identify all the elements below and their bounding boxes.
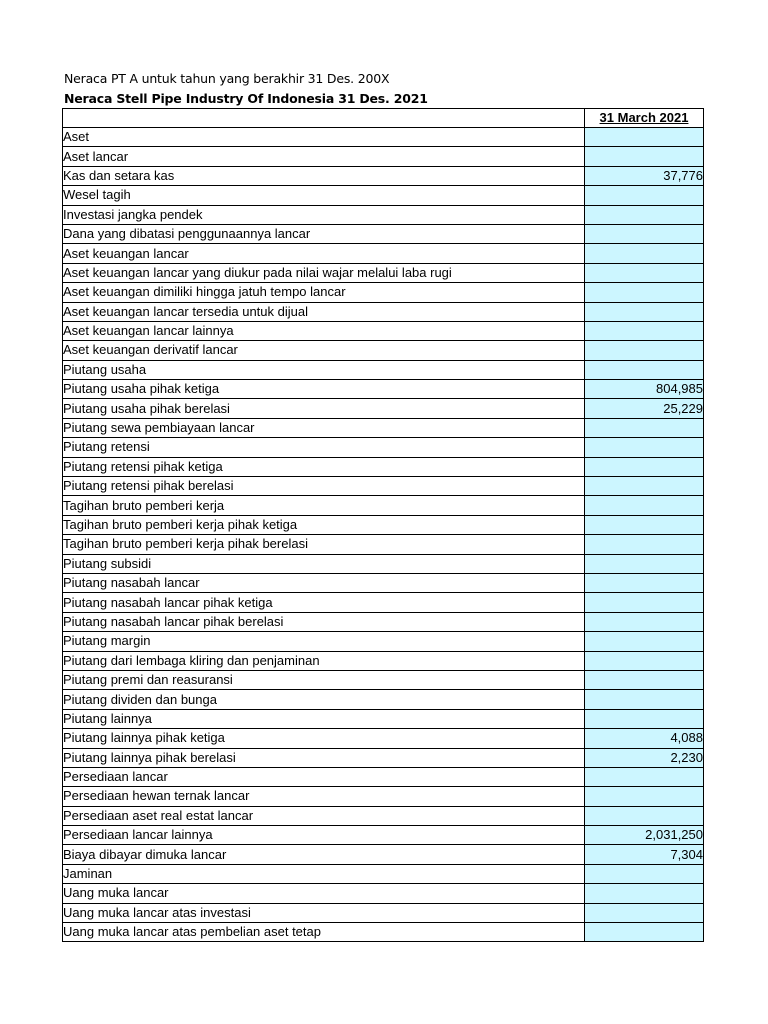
row-label-cell[interactable]: Persediaan lancar lainnya [63, 826, 585, 845]
row-value-cell[interactable] [585, 457, 704, 476]
table-row [63, 903, 704, 922]
row-label-cell[interactable]: Tagihan bruto pemberi kerja pihak ketiga [63, 515, 585, 534]
table-row [63, 166, 704, 185]
row-label-cell[interactable]: Aset keuangan derivatif lancar [63, 341, 585, 360]
row-label-cell[interactable]: Kas dan setara kas [63, 166, 585, 185]
table-row [63, 612, 704, 631]
row-label-cell[interactable]: Piutang usaha pihak ketiga [63, 380, 585, 399]
row-value-cell[interactable] [585, 418, 704, 437]
row-label-cell[interactable]: Piutang sewa pembiayaan lancar [63, 418, 585, 437]
row-value-cell[interactable] [585, 767, 704, 786]
table-row [63, 205, 704, 224]
row-label-cell[interactable]: Aset [63, 128, 585, 147]
row-value-cell[interactable] [585, 923, 704, 942]
row-value-cell[interactable]: 7,304 [585, 845, 704, 864]
table-row [63, 283, 704, 302]
row-value-cell[interactable] [585, 903, 704, 922]
row-value-cell[interactable] [585, 360, 704, 379]
row-label-cell[interactable]: Aset keuangan lancar [63, 244, 585, 263]
row-value-cell[interactable] [585, 690, 704, 709]
row-value-cell[interactable] [585, 341, 704, 360]
row-label-cell[interactable]: Uang muka lancar [63, 884, 585, 903]
table-row [63, 729, 704, 748]
table-row [63, 806, 704, 825]
row-value-cell[interactable] [585, 884, 704, 903]
row-label-cell[interactable]: Piutang usaha [63, 360, 585, 379]
table-row [63, 670, 704, 689]
row-label-cell[interactable]: Piutang nasabah lancar [63, 573, 585, 592]
row-label-cell[interactable]: Piutang lainnya pihak ketiga [63, 729, 585, 748]
table-row [63, 418, 704, 437]
table-row [63, 632, 704, 651]
row-label-cell[interactable]: Tagihan bruto pemberi kerja [63, 496, 585, 515]
table-row [63, 321, 704, 340]
table-row [63, 651, 704, 670]
row-value-cell[interactable] [585, 632, 704, 651]
row-label-cell[interactable]: Aset lancar [63, 147, 585, 166]
table-row [63, 535, 704, 554]
row-label-cell[interactable]: Aset keuangan dimiliki hingga jatuh tempo lancar [63, 283, 585, 302]
table-row [63, 477, 704, 496]
table-row [63, 787, 704, 806]
row-value-cell[interactable]: 804,985 [585, 380, 704, 399]
table-row [63, 244, 704, 263]
row-value-cell[interactable] [585, 438, 704, 457]
row-value-cell[interactable]: 4,088 [585, 729, 704, 748]
row-value-cell[interactable] [585, 864, 704, 883]
row-value-cell[interactable] [585, 147, 704, 166]
row-value-cell[interactable] [585, 515, 704, 534]
row-value-cell[interactable]: 2,230 [585, 748, 704, 767]
document-subtitle: Neraca Stell Pipe Industry Of Indonesia 31 Des. 2021 [64, 91, 428, 106]
row-label-cell[interactable]: Piutang lainnya [63, 709, 585, 728]
row-label-cell[interactable]: Piutang nasabah lancar pihak berelasi [63, 612, 585, 631]
row-label-cell[interactable]: Uang muka lancar atas investasi [63, 903, 585, 922]
row-value-cell[interactable] [585, 670, 704, 689]
table-row [63, 593, 704, 612]
row-value-cell[interactable] [585, 593, 704, 612]
table-row [63, 767, 704, 786]
column-header-date[interactable]: 31 March 2021 [585, 109, 704, 128]
table-row [63, 690, 704, 709]
table-row [63, 845, 704, 864]
row-value-cell[interactable] [585, 186, 704, 205]
row-value-cell[interactable] [585, 244, 704, 263]
row-value-cell[interactable] [585, 283, 704, 302]
table-row [63, 380, 704, 399]
row-label-cell[interactable]: Piutang nasabah lancar pihak ketiga [63, 593, 585, 612]
row-label-cell[interactable]: Piutang dari lembaga kliring dan penjaminan [63, 651, 585, 670]
row-value-cell[interactable] [585, 612, 704, 631]
row-value-cell[interactable]: 2,031,250 [585, 826, 704, 845]
table-row [63, 360, 704, 379]
row-value-cell[interactable] [585, 321, 704, 340]
row-value-cell[interactable] [585, 205, 704, 224]
table-row [63, 884, 704, 903]
table-row [63, 457, 704, 476]
row-label-cell[interactable]: Tagihan bruto pemberi kerja pihak berelasi [63, 535, 585, 554]
row-value-cell[interactable] [585, 224, 704, 243]
row-label-cell[interactable]: Aset keuangan lancar yang diukur pada nilai wajar melalui laba rugi [63, 263, 585, 282]
row-value-cell[interactable] [585, 573, 704, 592]
balance-sheet-table [62, 108, 704, 942]
row-label-cell[interactable]: Biaya dibayar dimuka lancar [63, 845, 585, 864]
row-label-cell[interactable]: Piutang usaha pihak berelasi [63, 399, 585, 418]
table-row [63, 709, 704, 728]
row-value-cell[interactable] [585, 263, 704, 282]
row-label-cell[interactable]: Piutang subsidi [63, 554, 585, 573]
row-label-cell[interactable]: Jaminan [63, 864, 585, 883]
table-row [63, 496, 704, 515]
table-row [63, 186, 704, 205]
header-label-cell[interactable] [63, 109, 585, 128]
table-row [63, 263, 704, 282]
row-label-cell[interactable]: Persediaan hewan ternak lancar [63, 787, 585, 806]
row-label-cell[interactable]: Piutang retensi [63, 438, 585, 457]
row-value-cell[interactable] [585, 709, 704, 728]
table-row [63, 573, 704, 592]
row-value-cell[interactable] [585, 787, 704, 806]
table-row [63, 864, 704, 883]
row-value-cell[interactable] [585, 806, 704, 825]
row-value-cell[interactable]: 25,229 [585, 399, 704, 418]
table-row [63, 923, 704, 942]
row-label-cell[interactable]: Dana yang dibatasi penggunaannya lancar [63, 224, 585, 243]
table-row [63, 341, 704, 360]
row-value-cell[interactable] [585, 535, 704, 554]
document-title: Neraca PT A untuk tahun yang berakhir 31 Des. 200X [64, 71, 390, 86]
row-label-cell[interactable]: Uang muka lancar atas pembelian aset tetap [63, 923, 585, 942]
row-value-cell[interactable] [585, 128, 704, 147]
row-label-cell[interactable]: Persediaan aset real estat lancar [63, 806, 585, 825]
row-label-cell[interactable]: Piutang lainnya pihak berelasi [63, 748, 585, 767]
row-value-cell[interactable] [585, 496, 704, 515]
row-label-cell[interactable]: Piutang retensi pihak berelasi [63, 477, 585, 496]
row-label-cell[interactable]: Persediaan lancar [63, 767, 585, 786]
table-row [63, 147, 704, 166]
row-label-cell[interactable]: Piutang dividen dan bunga [63, 690, 585, 709]
row-label-cell[interactable]: Wesel tagih [63, 186, 585, 205]
row-value-cell[interactable] [585, 302, 704, 321]
table-row [63, 515, 704, 534]
table-header-row [63, 109, 704, 128]
row-label-cell[interactable]: Aset keuangan lancar lainnya [63, 321, 585, 340]
table-row [63, 302, 704, 321]
table-row [63, 748, 704, 767]
table-row [63, 826, 704, 845]
row-label-cell[interactable]: Aset keuangan lancar tersedia untuk dijual [63, 302, 585, 321]
table-row [63, 128, 704, 147]
row-label-cell[interactable]: Piutang retensi pihak ketiga [63, 457, 585, 476]
table-row [63, 224, 704, 243]
table-row [63, 399, 704, 418]
row-value-cell[interactable] [585, 554, 704, 573]
row-label-cell[interactable]: Piutang margin [63, 632, 585, 651]
row-value-cell[interactable] [585, 651, 704, 670]
row-label-cell[interactable]: Piutang premi dan reasuransi [63, 670, 585, 689]
table-row [63, 554, 704, 573]
row-label-cell[interactable]: Investasi jangka pendek [63, 205, 585, 224]
table-row [63, 438, 704, 457]
row-value-cell[interactable]: 37,776 [585, 166, 704, 185]
row-value-cell[interactable] [585, 477, 704, 496]
